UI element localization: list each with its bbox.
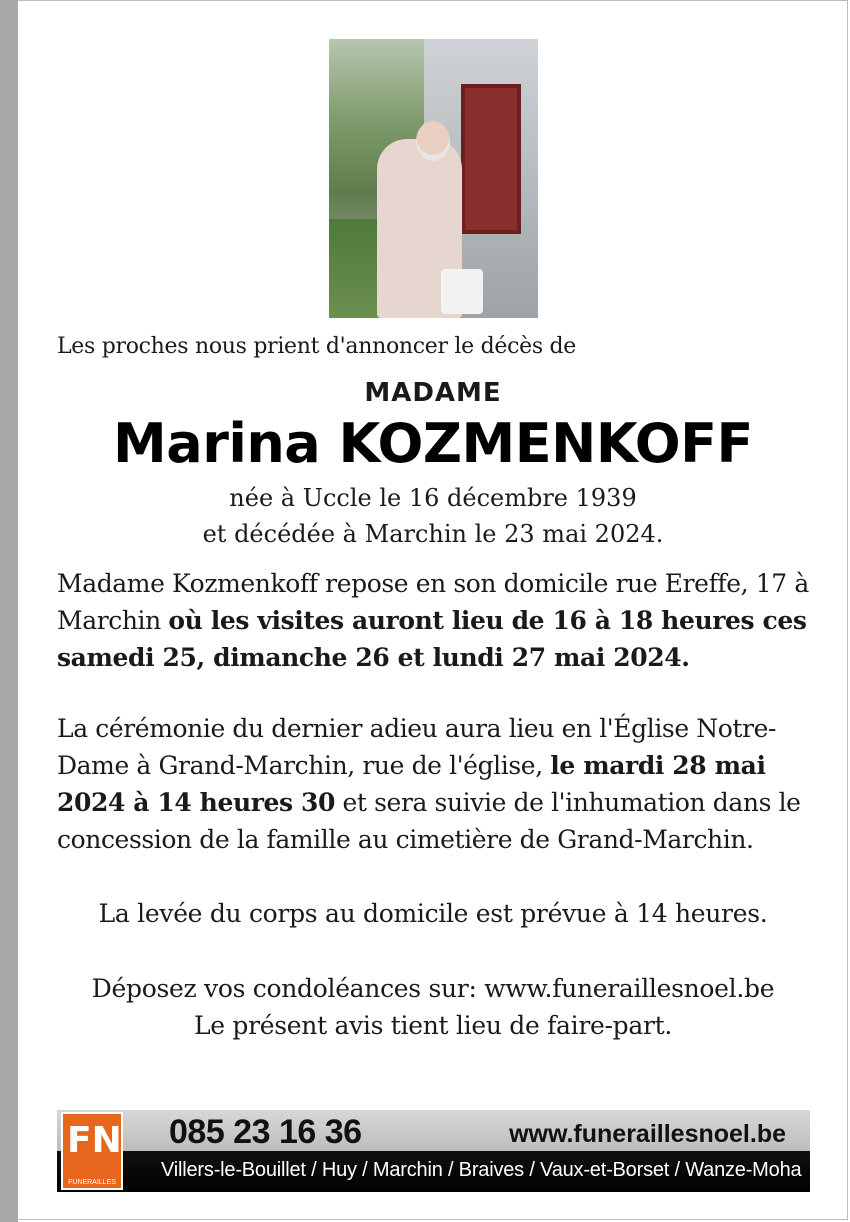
logo-letters: FN [67, 1120, 122, 1161]
visitation-paragraph [57, 565, 817, 676]
birth-line: née à Uccle le 16 décembre 1939 [229, 484, 637, 512]
website-link[interactable]: www.funeraillesnoel.be [509, 1120, 786, 1148]
portrait-photo [329, 39, 538, 318]
photo-bucket [441, 269, 483, 314]
ceremony-paragraph [57, 710, 817, 858]
condolences-text: Déposez vos condoléances sur: www.funeraillesnoel.be [91, 974, 775, 1003]
towns-list: Villers-le-Bouillet / Huy / Marchin / Braives / Vaux-et-Borset / Wanze-Moha [161, 1159, 802, 1181]
honorific: MADAME [364, 378, 502, 408]
logo-caption: FUNERAILLES [68, 1179, 116, 1186]
ceremony-text-start: La cérémonie du dernier adieu aura lieu en l'Église Notre-Dame à Grand-Marchin, rue de l'église, [57, 714, 777, 780]
funeral-home-logo [61, 1112, 123, 1190]
levee-text: La levée du corps au domicile est prévue à 14 heures. [98, 899, 768, 928]
visitation-hours: où les visites auront lieu de 16 à 18 heures ces samedi 25, dimanche 26 et lundi 27 mai 2024. [57, 606, 807, 672]
deceased-name: Marina KOZMENKOFF [113, 412, 753, 475]
photo-door [461, 84, 521, 234]
visitation-text: Madame Kozmenkoff repose en son domicile rue Ereffe, 17 à Marchin [57, 569, 809, 635]
ceremony-datetime: le mardi 28 mai 2024 à 14 heures 30 [57, 751, 766, 817]
phone-number: 085 23 16 36 [169, 1113, 362, 1151]
ceremony-text-end: et sera suivie de l'inhumation dans le concession de la famille au cimetière de Grand-Marchin. [57, 788, 801, 854]
death-line: et décédée à Marchin le 23 mai 2024. [202, 520, 664, 548]
photo-head [416, 121, 450, 161]
funeral-home-banner [57, 1110, 810, 1192]
faire-part-text: Le présent avis tient lieu de faire-part. [193, 1011, 673, 1040]
intro-text: Les proches nous prient d'annoncer le décès de [57, 334, 577, 359]
